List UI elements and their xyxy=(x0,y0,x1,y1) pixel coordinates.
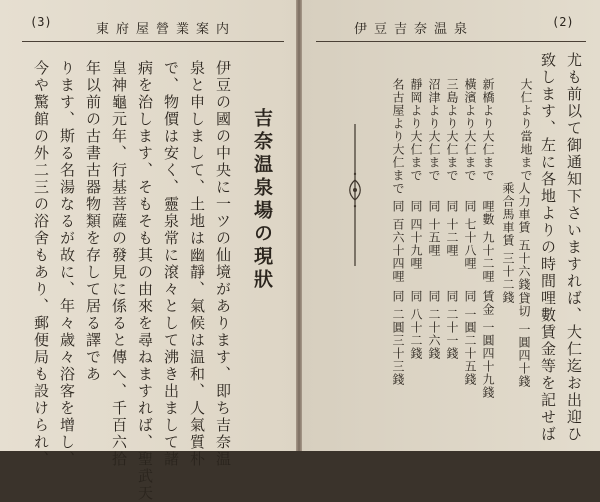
table-row-route: 橫濱より大仁まで xyxy=(463,78,477,182)
table-row-route: 名古屋より大仁まで xyxy=(391,78,405,195)
body-line: 今や驚館の外二三の浴舍もあり、郵便局も設けられ、 xyxy=(32,60,50,468)
table-row-distance: 同 七十八哩 xyxy=(463,200,477,270)
body-line: 致します、左に各地よりの時間哩數賃金等を記せば xyxy=(539,52,557,443)
table-row-fare: 同 二圓三十三錢 xyxy=(391,290,405,386)
table-row-route: 新橋より大仁まで xyxy=(481,78,495,182)
table-row-distance: 哩數 九十二哩 xyxy=(481,200,495,283)
body-line: ります、斯る名湯なるが故に、年々歳々浴客を增し、 xyxy=(58,60,76,468)
table-row-fare: 同 八十二錢 xyxy=(409,290,423,360)
section-title: 吉奈温泉場の現狀 xyxy=(251,108,273,292)
body-line: で、物價は安く、靈泉常に滾々として沸き出まして諸 xyxy=(162,60,180,468)
body-line: 皇神龜元年、行基菩薩の發見に係ると傳へ、千百六拾 xyxy=(110,60,128,468)
right-page-number: (2) xyxy=(552,15,574,29)
table-row-fare: 賃金 一圓四十九錢 xyxy=(481,290,495,399)
ornament-divider-icon xyxy=(346,120,364,270)
table-row-distance: 同 十二哩 xyxy=(445,200,459,257)
table-row-fare: 同 一圓二十五錢 xyxy=(463,290,477,386)
body-line: 年以前の古書古器物類を存して居る譯であ xyxy=(84,60,102,383)
left-page-number: (3) xyxy=(30,15,52,29)
left-header-rule xyxy=(22,41,284,42)
table-row-route: 三島より大仁まで xyxy=(445,78,459,182)
body-line: 伊豆の國の中央に一ツの仙境があります、即ち吉奈温 xyxy=(214,60,232,468)
body-line: 病を治します、そもそも其の由來を尋ねますれば、聖武天 xyxy=(136,60,154,502)
table-row-route: 沼津より大仁まで xyxy=(427,78,441,182)
body-line: 尤も前以て御通知下さいますれば、大仁迄お出迎ひ xyxy=(565,52,583,443)
table-row-fare: 同 二十一錢 xyxy=(445,290,459,360)
table-row-distance: 同 四十九哩 xyxy=(409,200,423,270)
table-row-fare: 同 二十六錢 xyxy=(427,290,441,360)
table-header: 人力車賃 五十六錢 xyxy=(517,182,531,291)
table-header: 貸切 一圓四十錢 xyxy=(517,292,531,388)
body-line: 泉と申しまして、土地は幽靜、氣候は温和、人氣質朴 xyxy=(188,60,206,468)
left-page-header: 東府屋營業案内 xyxy=(96,22,237,37)
table-intro: 大仁より當地まで xyxy=(519,78,533,182)
right-page-header: 伊豆吉奈温泉 xyxy=(354,22,475,37)
table-row-distance: 同 百六十四哩 xyxy=(391,200,405,283)
right-header-rule xyxy=(316,41,586,42)
table-row-route: 靜岡より大仁まで xyxy=(409,78,423,182)
table-header: 乘合馬車賃 三十二錢 xyxy=(501,182,515,304)
table-row-distance: 同 十五哩 xyxy=(427,200,441,257)
left-page xyxy=(0,0,297,502)
right-page xyxy=(302,0,600,451)
